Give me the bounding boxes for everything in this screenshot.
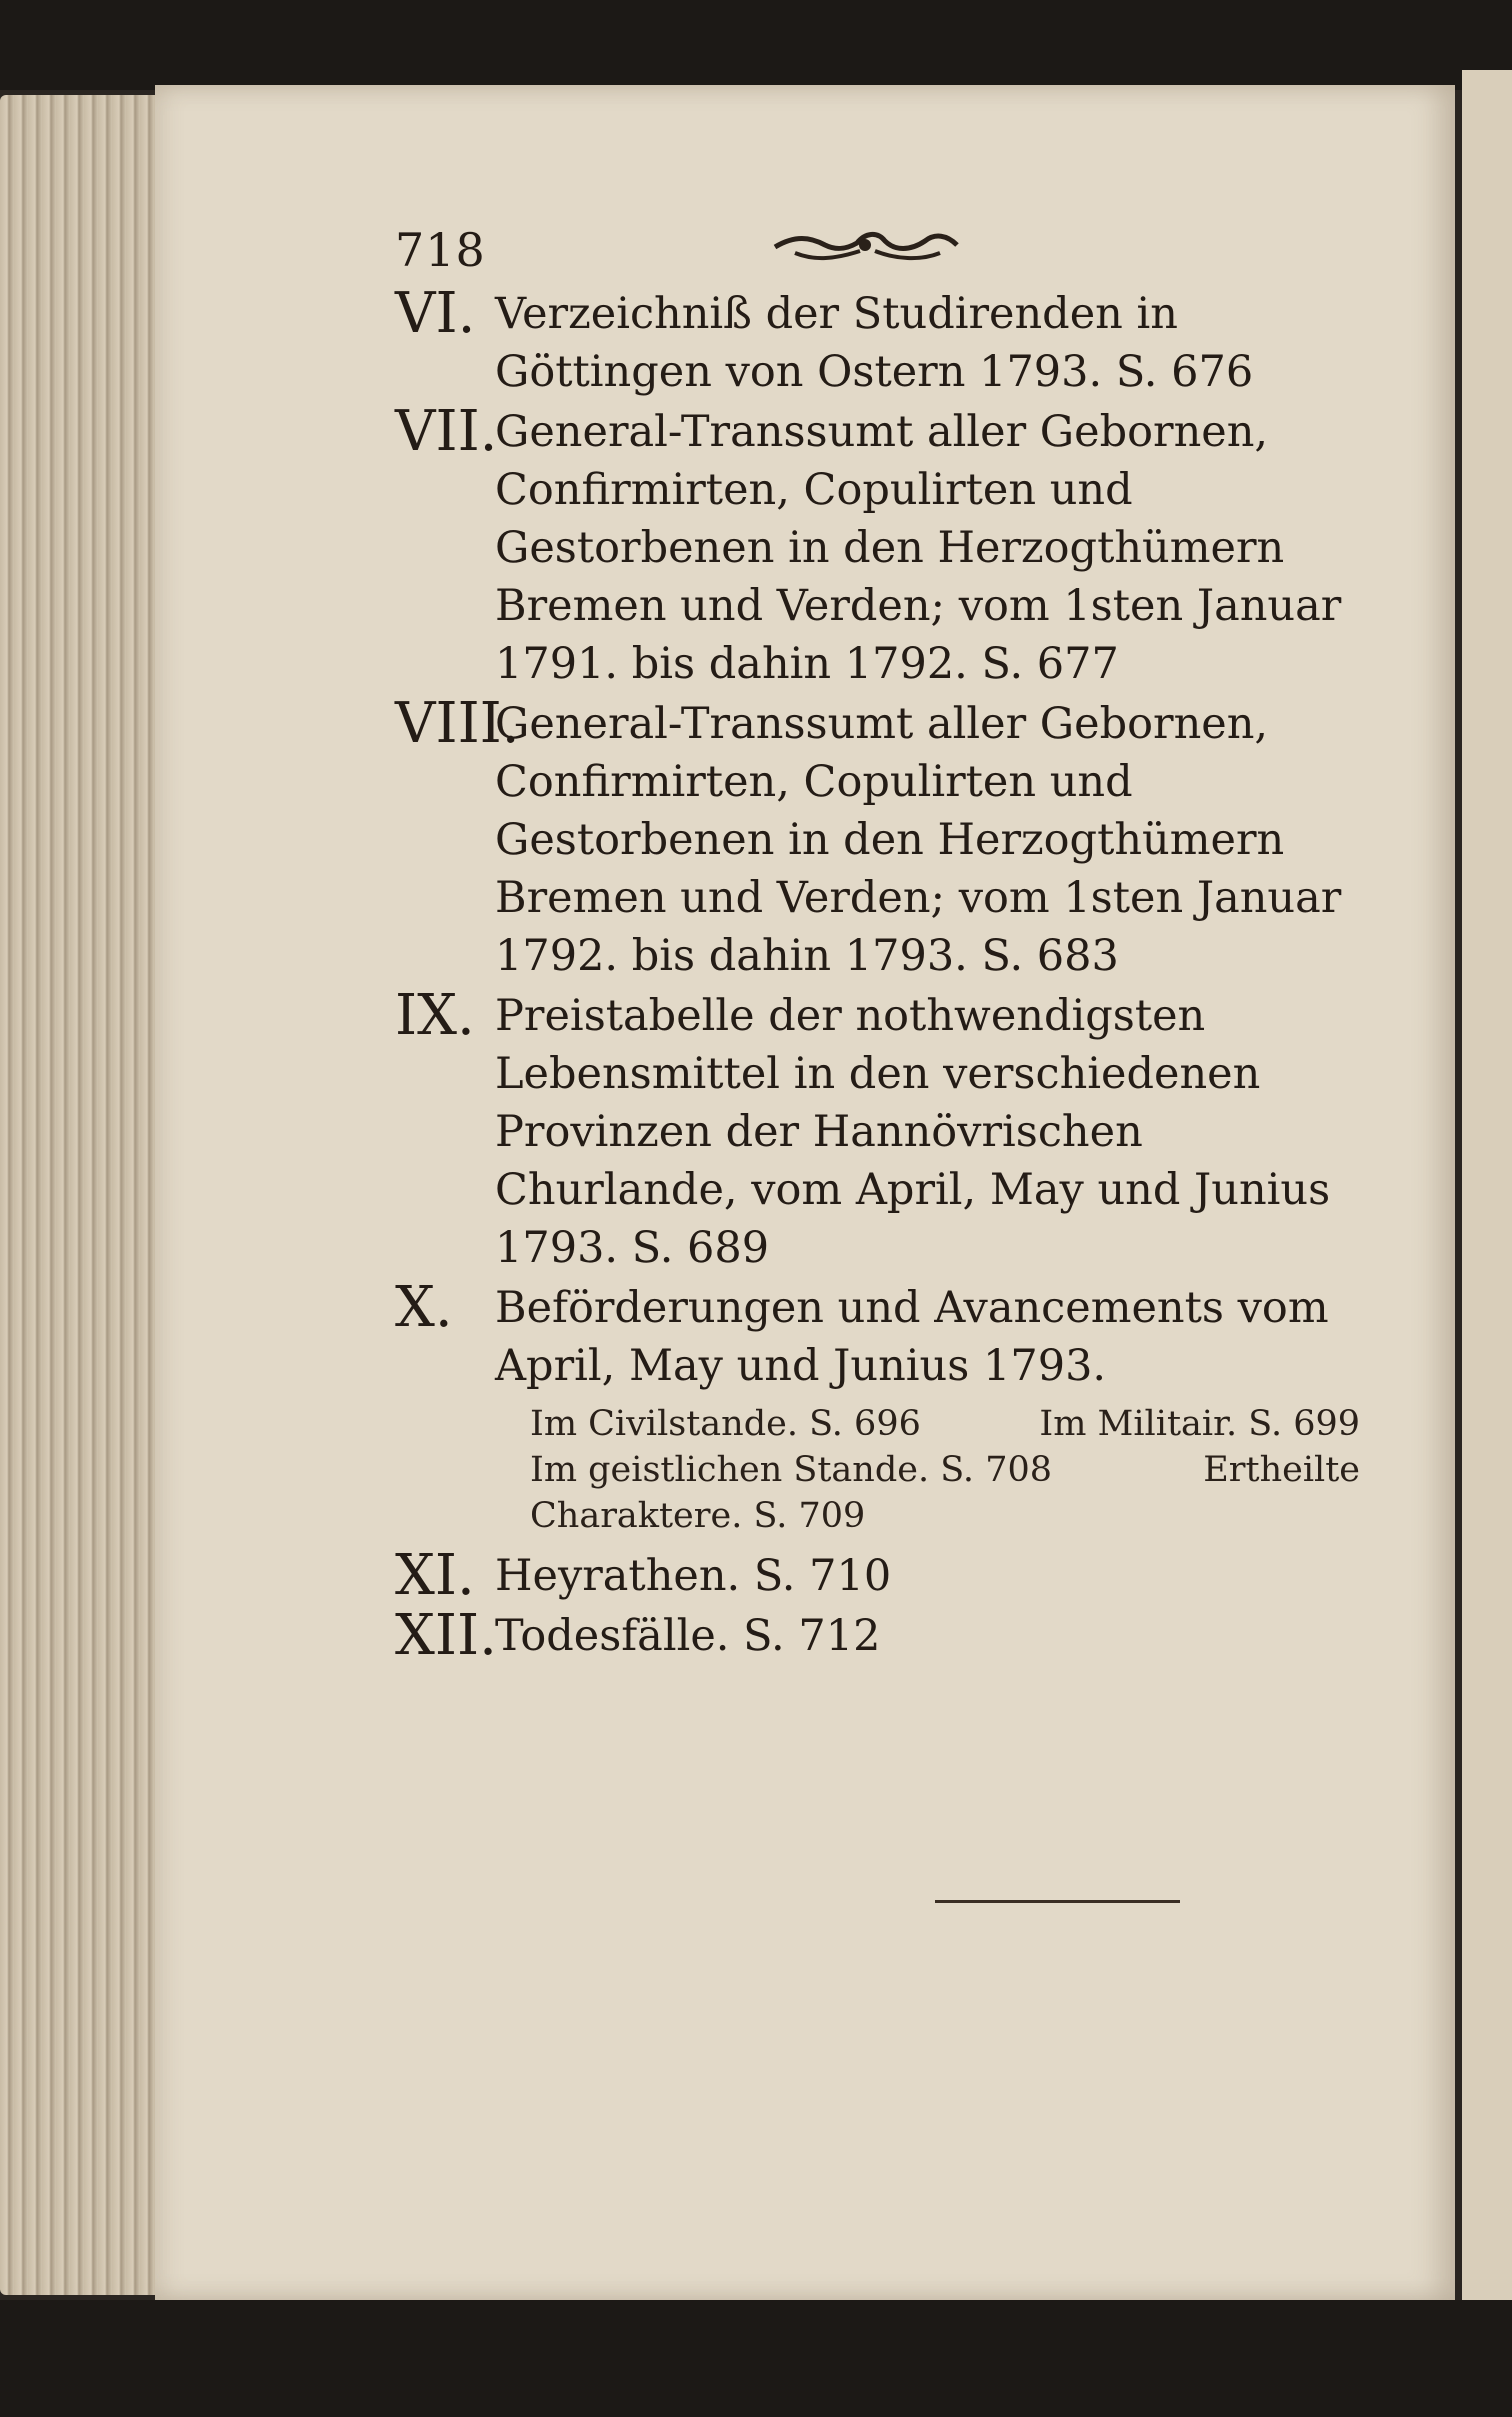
- page-number: 718: [395, 223, 486, 277]
- entry-x: [395, 1275, 1355, 1395]
- entry-vi: [395, 281, 1355, 401]
- entry-number: XI.: [395, 1543, 475, 1608]
- entry-xi: [395, 1543, 1355, 1608]
- entry-ix: [395, 983, 1355, 1277]
- entry-text: Heyrathen. S. 710: [495, 1551, 892, 1601]
- facing-page-edge: [1462, 70, 1512, 2300]
- page-header: [395, 215, 1355, 285]
- page-content: [395, 215, 1360, 1668]
- closing-rule: [935, 1900, 1180, 1903]
- ornament-icon: [765, 215, 965, 275]
- entry-number: X.: [395, 1275, 453, 1340]
- sub-entry-civil: Im Civilstande. S. 696: [530, 1404, 921, 1444]
- sub-entry-ertheilte: Ertheilte: [1203, 1450, 1360, 1490]
- sub-entry-militair: Im Militair. S. 699: [1039, 1404, 1360, 1444]
- entry-number: VI.: [395, 281, 476, 346]
- sub-entry-charaktere: Charaktere. S. 709: [530, 1496, 866, 1536]
- sub-row: [530, 1401, 1360, 1447]
- entry-xii: [395, 1603, 1355, 1668]
- entry-text: Verzeichniß der Studirenden in Göttingen von Ostern 1793. S. 676: [495, 289, 1254, 397]
- entry-text: Todesfälle. S. 712: [495, 1611, 881, 1661]
- entry-number: VII.: [395, 399, 498, 464]
- entry-number: IX.: [395, 983, 475, 1048]
- sub-row: [530, 1447, 1360, 1493]
- page-edges: [0, 95, 180, 2295]
- sub-row: [530, 1493, 1360, 1539]
- entry-text: General-Transsumt aller Gebornen, Confirmirten, Copulirten und Gestorbenen in den Herzogthümern Bremen und Verden; vom 1sten Januar 1791. bis dahin 1792. S. 677: [495, 407, 1342, 689]
- sub-entries: [395, 1401, 1360, 1539]
- sub-entry-geistlich: Im geistlichen Stande. S. 708: [530, 1450, 1052, 1490]
- entry-text: Preistabelle der nothwendigsten Lebensmittel in den verschiedenen Provinzen der Hannövrischen Churlande, vom April, May und Junius 1793. S. 689: [495, 991, 1331, 1273]
- entry-text: General-Transsumt aller Gebornen, Confirmirten, Copulirten und Gestorbenen in den Herzogthümern Bremen und Verden; vom 1sten Januar 1792. bis dahin 1793. S. 683: [495, 699, 1342, 981]
- entry-text: Beförderungen und Avancements vom April, May und Junius 1793.: [495, 1283, 1329, 1391]
- entry-viii: [395, 691, 1355, 985]
- entry-number: VIII.: [395, 691, 520, 756]
- entry-vii: [395, 399, 1355, 693]
- entry-number: XII.: [395, 1603, 497, 1668]
